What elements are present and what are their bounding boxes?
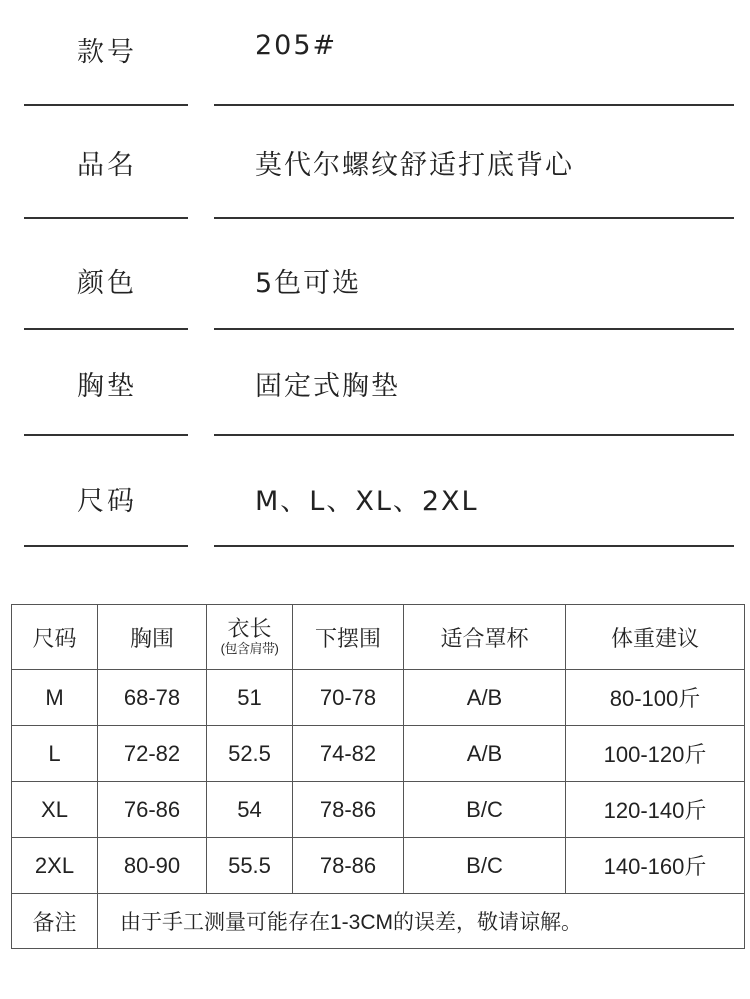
note-label: 备注 <box>12 894 98 949</box>
table-row <box>12 726 745 782</box>
cell-size: 2XL <box>12 838 98 894</box>
cell-weight: 140-160斤 <box>566 838 745 894</box>
cell-hem: 78-86 <box>293 782 404 838</box>
divider-right <box>214 434 734 436</box>
cell-cup: B/C <box>404 782 566 838</box>
divider-left <box>24 328 188 330</box>
header-weight: 体重建议 <box>566 605 745 670</box>
spec-label-product-name: 品名 <box>77 150 137 181</box>
table-row <box>12 670 745 726</box>
spec-label-color: 颜色 <box>77 268 137 299</box>
divider-left <box>24 434 188 436</box>
header-length-note: (包含肩带) <box>220 641 279 656</box>
spec-value-color: 5色可选 <box>255 268 362 299</box>
cell-bust: 68-78 <box>98 670 207 726</box>
spec-label-pad: 胸垫 <box>77 371 137 402</box>
table-header-row <box>12 605 745 670</box>
cell-bust: 80-90 <box>98 838 207 894</box>
cell-hem: 70-78 <box>293 670 404 726</box>
header-size: 尺码 <box>12 605 98 670</box>
cell-length: 55.5 <box>207 838 293 894</box>
divider-right <box>214 328 734 330</box>
cell-size: XL <box>12 782 98 838</box>
header-bust: 胸围 <box>98 605 207 670</box>
spec-value-product-name: 莫代尔螺纹舒适打底背心 <box>255 150 574 181</box>
header-hem: 下摆围 <box>293 605 404 670</box>
cell-hem: 74-82 <box>293 726 404 782</box>
cell-length: 52.5 <box>207 726 293 782</box>
table-row <box>12 782 745 838</box>
spec-label-style-number: 款号 <box>77 37 137 68</box>
cell-bust: 76-86 <box>98 782 207 838</box>
cell-cup: A/B <box>404 726 566 782</box>
cell-bust: 72-82 <box>98 726 207 782</box>
note-text: 由于手工测量可能存在1-3CM的误差，敬请谅解。 <box>98 894 745 949</box>
spec-label-size: 尺码 <box>77 486 137 517</box>
cell-size: L <box>12 726 98 782</box>
header-cup: 适合罩杯 <box>404 605 566 670</box>
divider-left <box>24 104 188 106</box>
size-chart-table <box>11 604 745 949</box>
spec-value-size: M、L、XL、2XL <box>255 486 479 517</box>
divider-left <box>24 217 188 219</box>
cell-size: M <box>12 670 98 726</box>
table-note-row <box>12 894 745 949</box>
header-length-label: 衣长 <box>227 616 272 641</box>
header-length <box>207 605 293 670</box>
divider-right <box>214 104 734 106</box>
spec-value-style-number: 205# <box>255 30 338 61</box>
divider-right <box>214 217 734 219</box>
cell-weight: 80-100斤 <box>566 670 745 726</box>
cell-length: 51 <box>207 670 293 726</box>
cell-cup: B/C <box>404 838 566 894</box>
cell-hem: 78-86 <box>293 838 404 894</box>
spec-value-pad: 固定式胸垫 <box>255 371 400 402</box>
cell-weight: 100-120斤 <box>566 726 745 782</box>
divider-left <box>24 545 188 547</box>
divider-right <box>214 545 734 547</box>
cell-weight: 120-140斤 <box>566 782 745 838</box>
table-row <box>12 838 745 894</box>
cell-length: 54 <box>207 782 293 838</box>
cell-cup: A/B <box>404 670 566 726</box>
